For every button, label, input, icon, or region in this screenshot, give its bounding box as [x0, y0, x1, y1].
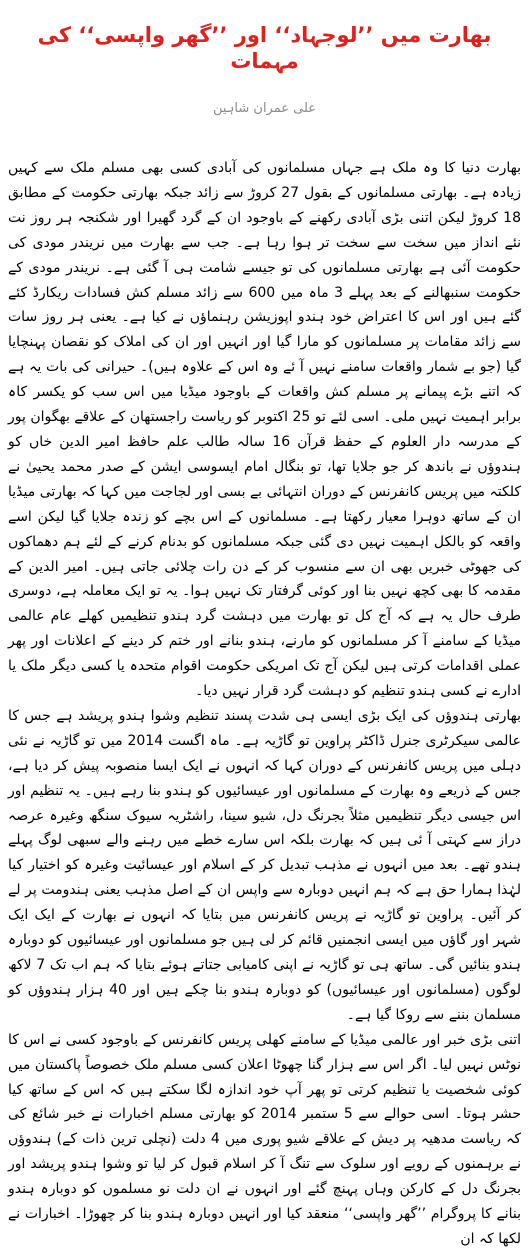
paragraph: بھارت دنیا کا وہ ملک ہے جہاں مسلمانوں کی آبادی کسی بھی مسلم ملک سے کہیں زیادہ ہے۔ بھارتی مسلمانوں کے بقول 27 کروڑ سے زائد جبکہ بھارتی حکومت کے مطابق 18 کروڑ لیکن اتنی بڑی آبادی رکھنے کے باوجود ان کے گرد گھیرا اور شکنجہ ہر روز نت نئے انداز میں سخت سے سخت تر ہوا رہا ہے۔ جب سے بھارت میں نریندر مودی کی حکومت آئی ہے بھارتی مسلمانوں کی تو جیسے شامت ہی آ گئی ہے۔ نریندر مودی کے حکومت سنبھالنے کے بعد پہلے 3 ماہ میں 600 سے زائد مسلم کش فسادات ریکارڈ کئے گئے ہیں اور اس کا اعتراض خود ہندو اپوزیشن رہنماؤں نے کیا ہے۔ یعنی ہر روز سات سے زائد مقامات پر مسلمانوں کو مارا گیا اور انہیں اور ان کی املاک کو نقصان پہنچایا گیا (جو بے شمار واقعات سامنے نہیں آ ئے وہ اس کے علاوہ ہیں)۔ حیرانی کی بات یہ ہے کہ اتنے بڑے پیمانے پر مسلم کش واقعات کے باوجود میڈیا میں اس سب کو یکسر کاہ برابر اہمیت نہیں ملی۔ اسی لئے تو 25 اکتوبر کو ریاست راجستھان کے علاقے بھگوان پور کے مدرسہ دار العلوم کے حفظ قرآن 16 سالہ طالب علم حافظ امیر الدین خاں کو ہندوؤں نے باندھ کر جو جلایا تھا، تو بنگال امام ایسوسی ایشن کے صدر محمد یحییٰ نے کلکتہ میں پریس کانفرنس کے دوران انتہائی بے بسی اور لجاجت میں کہا کہ بھارتی میڈیا ان کے ساتھ دوہرا معیار رکھتا ہے۔ مسلمانوں کے اس بچے کو زندہ جلایا گیا لیکن اسے واقعہ کو بالکل اہمیت نہیں دی گئی جبکہ مسلمانوں کو بدنام کرنے کے لئے ہم دھماکوں کی جھوٹی خبریں بھی ان سے منسوب کر کے دن رات چلائی جاتی ہیں۔ امیر الدین کے مقدمہ کا بھی کچھ نہیں بنا اور کوئی گرفتار تک نہیں ہوا۔ یہ تو ایک معاملہ ہے، دوسری طرف حال یہ ہے کہ آج کل تو بھارت میں دہشت گرد ہندو تنظیمیں کھلے عام عالمی میڈیا کے سامنے آ کر مسلمانوں کو مارنے، ہندو بنانے اور ختم کر دینے کے اعلانات اور پھر عملی اقدامات کرتی ہیں لیکن آج تک امریکی حکومت اقوام متحدہ یا کسی دیگر ملک یا ادارے نے کسی ہندو تنظیم کو دہشت گرد قرار نہیں دیا۔ [8, 160, 521, 700]
author-name: علی عمران شاہین [212, 101, 317, 116]
paragraph: اتنی بڑی خبر اور عالمی میڈیا کے سامنے کھلی پریس کانفرنس کے باوجود کسی نے اس کا نوٹس نہیں لیا۔ اگر اس سے ہزار گنا چھوٹا اعلان کسی مسلم ملک خصوصاً پاکستان میں کوئی شخصیت یا تنظیم کرتی تو پھر آپ خود اندازہ لگا سکتے ہیں کہ اس کے ساتھ کیا حشر ہوتا۔ اسی حوالے سے 5 ستمبر 2014 کو بھارتی مسلم اخبارات نے خبر شائع کی کہ ریاست مدھیہ پر دیش کے علاقے شیو پوری میں 4 دلت (نچلی ترین ذات کے) ہندوؤں نے برہمنوں کے رویے اور سلوک سے تنگ آ کر اسلام قبول کر لیا تو وشوا ہندو پریشد اور بجرنگ دل کے کارکن وہاں پہنچ گئے اور انہوں نے ان دلت نو مسلموں کو دوبارہ ہندو بنانے کا پروگرام ’’گھر واپسی‘‘ منعقد کیا اور انہیں دوبارہ ہندو بنا کر چھوڑا۔ اخبارات نے لکھا کہ ان [8, 1031, 521, 1247]
paragraph: بھارتی ہندوؤں کی ایک بڑی ایسی ہی شدت پسند تنظیم وشوا ہندو پریشد ہے جس کا عالمی سیکرٹری جنرل ڈاکٹر پراوین تو گاڑیہ ہے۔ ماہ اگست 2014 میں تو گاڑیہ نے نئی دہلی میں پریس کانفرنس کے دوران کہا کہ انہوں نے ایک ایسا منصوبہ پیش کر دیا ہے، جس کے ذریعے وہ بھارت کے مسلمانوں اور عیسائیوں کو ہندو بنا رہے ہیں۔ یہ تنظیم اور اس جیسی دیگر تنظیمیں مثلاً بجرنگ دل، شیو سینا، راشٹریہ سیوک سنگھ وغیرہ عرصہ دراز سے کہتی آ ئی ہیں کہ بھارت بلکہ اس سارے خطے میں رہنے والے سبھی لوگ پہلے ہندو تھے۔ بعد میں انہوں نے مذہب تبدیل کر کے اسلام اور عیسائیت وغیرہ کو اختیار کیا لہٰذا ہمارا حق ہے کہ ہم انہیں دوبارہ سے واپس ان کے اصل مذہب یعنی ہندومت پر لے کر آئیں۔ پراوین تو گاڑیہ نے پریس کانفرنس میں بتایا کہ انہوں نے بھارت کے ایک ایک شہر اور گاؤں میں ایسی انجمنیں قائم کر لی ہیں جو مسلمانوں اور عیسائیوں کو دوبارہ ہندو بنائیں گی۔ ساتھ ہی تو گاڑیہ نے اپنی کامیابی جتاتے ہوئے بتایا کہ ہم اب تک 7 لاکھ لوگوں (مسلمانوں اور عیسائیوں) کو دوبارہ ہندو بنا چکے ہیں اور 40 ہزار ہندوؤں کو مسلمان بننے سے روکا گیا ہے۔ [8, 707, 522, 1023]
article-body [8, 156, 521, 1252]
article-title: بھارت میں ’’لوجہاد‘‘ اور ’’گھر واپسی‘‘ کی مہمات [37, 23, 492, 73]
